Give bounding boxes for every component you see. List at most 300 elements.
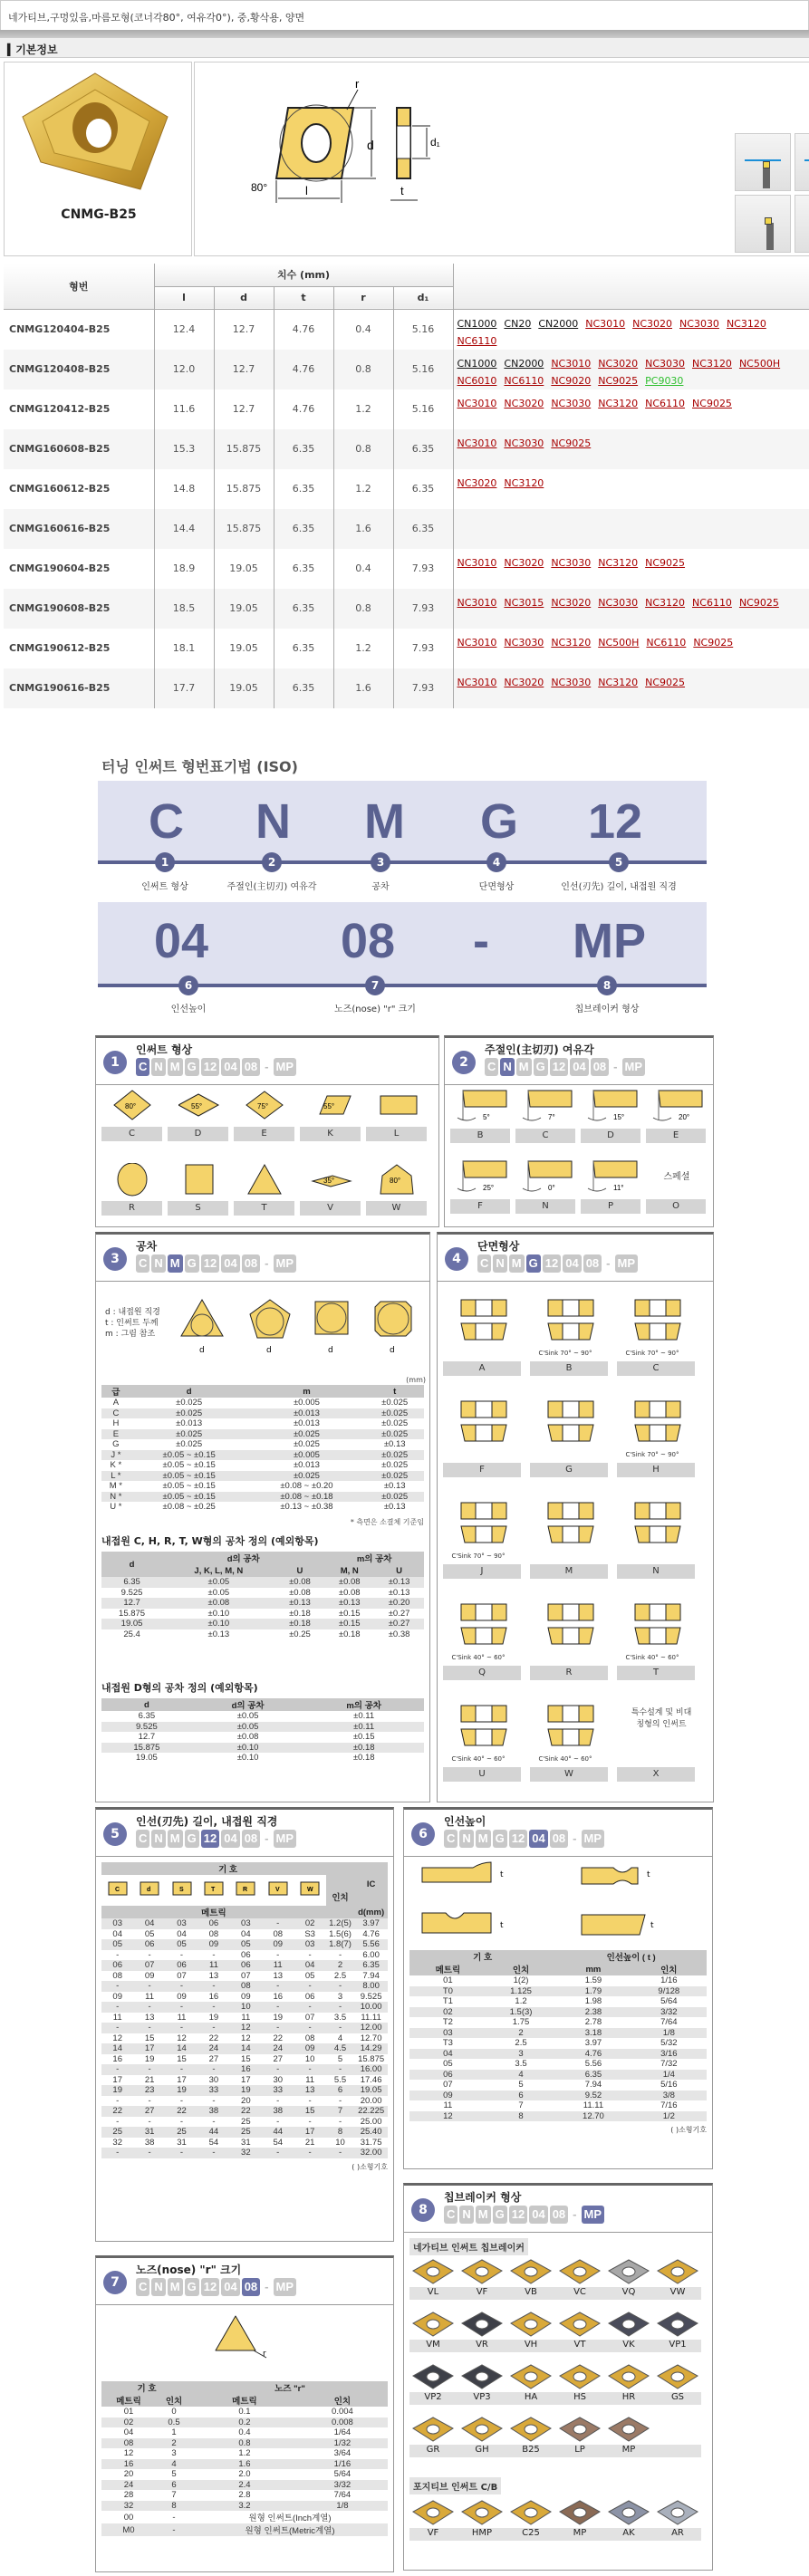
grade-link[interactable]: NC9025	[693, 636, 734, 649]
chipbreaker-vf-icon	[411, 2499, 451, 2526]
iso-step-label: 노즈(nose) "r" 크기	[334, 1004, 416, 1014]
cross-section-w-icon	[538, 1695, 597, 1763]
dim-r: 1.6	[333, 509, 393, 549]
grade-list	[453, 389, 809, 429]
part-number: CNMG190612-B25	[4, 629, 154, 668]
table-cell: -	[133, 2148, 165, 2158]
panel-cross-section	[437, 1232, 714, 1802]
table-row	[101, 2043, 388, 2054]
code-chip: MP	[582, 2206, 605, 2224]
dim-d1: 7.93	[393, 629, 453, 668]
grade-link[interactable]: CN1000	[457, 317, 497, 330]
table-cell: 23	[133, 2085, 165, 2096]
table-row	[4, 429, 809, 469]
code-chip: N	[151, 1830, 165, 1848]
svg-text:t: t	[647, 1870, 650, 1879]
chipbreaker-label: VP2	[424, 2392, 442, 2402]
table-row	[101, 2127, 388, 2138]
dim-t: 6.35	[274, 589, 333, 629]
code-chip: 12	[550, 1058, 568, 1076]
table-cell: -	[197, 2148, 229, 2158]
chipbreaker-label: HMP	[471, 2528, 493, 2538]
grade-link[interactable]: NC3010	[457, 636, 497, 649]
section-code-label: M	[530, 1564, 608, 1579]
grade-link[interactable]: NC9025	[692, 397, 732, 409]
table-cell: 54	[273, 2137, 284, 2148]
dim-l: 18.9	[154, 549, 214, 589]
svg-text:d: d	[390, 1346, 395, 1355]
table-row	[101, 2096, 388, 2107]
table-cell: 원형 인써트(Inch계열)	[248, 2514, 332, 2523]
grade-link[interactable]: NC3010	[551, 357, 592, 370]
dim-l: 18.1	[154, 629, 214, 668]
table-cell: 1/4	[631, 2070, 707, 2081]
table-cell: -	[326, 2002, 354, 2013]
grade-link[interactable]: NC3010	[457, 437, 497, 449]
table-cell: ±0.10	[192, 1753, 304, 1764]
table-cell: ±0.08	[324, 1588, 374, 1599]
panel-title: 노즈(nose) "r" 크기	[136, 2264, 242, 2276]
part-number: CNMG160612-B25	[4, 469, 154, 509]
table-cell: ±0.025	[130, 1429, 248, 1440]
iso-step-label: 주절인(主切刃) 여유각	[226, 882, 317, 892]
table-cell: 1.75	[512, 2017, 530, 2028]
grade-link[interactable]: NC3030	[504, 636, 544, 649]
iso-code-letter: MP	[573, 914, 646, 968]
iso-code-letter: 12	[588, 794, 643, 849]
table-cell: S3	[304, 1928, 315, 1939]
grade-link[interactable]: NC3030	[551, 397, 592, 409]
table-cell: -	[179, 2095, 184, 2106]
section-code-label: J	[443, 1564, 521, 1579]
table-header: m의 공차	[324, 1552, 424, 1564]
table-cell: 4	[156, 2459, 192, 2470]
table-cell: -	[262, 2023, 294, 2033]
iso-step-number: 2	[262, 852, 282, 872]
table-header: 메트릭	[409, 1963, 486, 1975]
table-header: 기 호	[409, 1950, 555, 1963]
table-cell: 06	[166, 1960, 197, 1971]
grade-link[interactable]: NC3030	[679, 317, 719, 330]
table-row	[101, 1619, 424, 1629]
table-cell: 7.94	[362, 1970, 380, 1981]
code-chip: 12	[509, 2206, 527, 2224]
table-cell: 32	[112, 2137, 122, 2148]
panel-clearance-angle	[444, 1035, 714, 1227]
chipbreaker-ha-icon	[509, 2363, 549, 2390]
table-cell: 7/16	[660, 2100, 678, 2111]
svg-text:T: T	[210, 1886, 216, 1893]
grade-link[interactable]: NC3120	[598, 556, 639, 569]
shape-k-icon	[311, 1089, 354, 1126]
svg-text:t: t	[650, 1921, 654, 1930]
table-cell: 20	[123, 2469, 134, 2480]
svg-text:t: t	[500, 1870, 504, 1879]
cross-section-m-icon	[543, 1492, 597, 1552]
subtable-title: 내접원 D형의 공차 정의 (예외항목)	[101, 1682, 258, 1694]
grade-link[interactable]: NC9020	[551, 374, 592, 387]
grade-link[interactable]: NC9025	[598, 374, 639, 387]
table-cell: 15	[294, 2106, 325, 2117]
table-cell: ±0.08 ~ ±0.25	[130, 1502, 248, 1513]
table-cell: 12	[177, 2033, 187, 2043]
table-cell: 3/32	[631, 2007, 707, 2018]
svg-text:r: r	[263, 2350, 266, 2359]
dim-d1: 7.93	[393, 549, 453, 589]
code-chip: -	[613, 1060, 618, 1073]
table-cell: 11.11	[583, 2100, 604, 2111]
grade-link[interactable]: NC3030	[598, 596, 639, 609]
grade-link[interactable]: NC9025	[645, 676, 686, 688]
table-cell: 06	[304, 1991, 315, 2002]
table-cell: ±0.13	[365, 1481, 424, 1492]
table-cell: 2.5	[333, 1970, 347, 1981]
grade-link[interactable]: NC3020	[504, 556, 544, 569]
table-header: U	[275, 1564, 325, 1577]
table-cell: -	[294, 2023, 325, 2033]
table-cell: 7/64	[333, 2490, 352, 2501]
table-cell: ±0.15	[324, 1609, 374, 1620]
table-cell: 19	[144, 2053, 155, 2064]
chipbreaker-label: MP	[621, 2445, 636, 2455]
table-cell: 19.05	[354, 2085, 388, 2096]
shape-icon	[230, 1875, 262, 1906]
iso-title: 터닝 인써트 형번표기법 (ISO)	[101, 758, 298, 775]
table-cell: 16	[208, 1991, 219, 2002]
table-cell: -	[294, 1981, 325, 1992]
code-chip: C	[485, 1058, 498, 1076]
table-cell: 38	[262, 2106, 294, 2117]
table-cell: 19.05	[101, 1753, 192, 1764]
code-chip: G	[534, 1058, 548, 1076]
code-chip: MP	[274, 2278, 297, 2296]
table-cell: 3.5	[333, 2012, 347, 2023]
table-header: 인치	[326, 1875, 354, 1918]
table-cell: 12	[123, 2448, 134, 2459]
grade-link[interactable]: NC6110	[457, 334, 497, 347]
svg-text:5°: 5°	[483, 1113, 490, 1121]
table-cell: -	[338, 2095, 342, 2106]
table-cell: -	[133, 2064, 165, 2075]
grade-link[interactable]: CN2000	[538, 317, 579, 330]
table-cell: 11	[443, 2100, 453, 2111]
table-cell: 3	[486, 2049, 555, 2060]
grade-link[interactable]: NC6110	[692, 596, 732, 609]
thickness-table	[409, 1950, 707, 2121]
clearance-angle-icon	[586, 1159, 640, 1198]
table-cell: -	[166, 2148, 197, 2158]
table-cell: 16	[230, 2064, 262, 2075]
table-header: t	[365, 1385, 424, 1398]
table-cell: ±0.13	[275, 1598, 325, 1609]
table-row	[101, 1398, 424, 1408]
table-cell: 27	[208, 2053, 219, 2064]
iso-step-label: 단면형상	[478, 882, 515, 892]
table-cell: 1.2	[238, 2448, 251, 2459]
table-row	[409, 1986, 707, 1997]
grade-link[interactable]: NC3030	[551, 676, 592, 688]
table-cell: 15.875	[101, 1609, 162, 1620]
cross-section-u-icon	[451, 1695, 510, 1763]
table-row	[101, 1450, 424, 1461]
code-chip: M	[509, 1254, 525, 1273]
table-cell: -	[101, 2023, 133, 2033]
table-header: 메트릭	[192, 2394, 297, 2407]
shape-icon	[101, 1875, 133, 1906]
grade-link[interactable]: NC3120	[645, 596, 686, 609]
countersink-note: C'Sink 40° ~ 60°	[625, 1654, 679, 1661]
table-cell: 원형 인써트(Metric계열)	[192, 2523, 388, 2536]
table-cell: ±0.05 ~ ±0.15	[130, 1460, 248, 1471]
table-cell: -	[294, 2148, 325, 2158]
dim-t: 6.35	[274, 469, 333, 509]
table-row	[101, 2459, 388, 2470]
grade-link[interactable]: CN2000	[504, 357, 544, 370]
grade-link[interactable]: CN20	[504, 317, 532, 330]
table-cell: ±0.08	[275, 1588, 325, 1599]
step-number-1: 1	[103, 1051, 127, 1074]
grade-link[interactable]: NC6010	[457, 374, 497, 387]
application-thumb	[795, 195, 809, 253]
grade-list	[453, 589, 809, 629]
chipbreaker-label: GS	[670, 2392, 685, 2402]
countersink-note: C'Sink 40° ~ 60°	[451, 1654, 506, 1661]
svg-text:l: l	[305, 184, 308, 197]
svg-text:d₁: d₁	[430, 136, 440, 149]
table-row	[101, 2523, 388, 2536]
shape-code-label: W	[366, 1201, 427, 1216]
table-row	[409, 2049, 707, 2060]
grade-link[interactable]: NC6110	[504, 374, 544, 387]
table-cell: ±0.13	[374, 1588, 424, 1599]
table-cell: 4.76	[362, 1928, 380, 1939]
table-cell: 12.7	[101, 1732, 192, 1743]
table-cell: ±0.025	[130, 1398, 248, 1408]
table-cell: K *	[101, 1460, 130, 1471]
step-number-2: 2	[452, 1051, 476, 1074]
dim-l: 11.6	[154, 389, 214, 429]
table-cell: 12	[241, 2033, 251, 2043]
grade-link[interactable]: NC500H	[738, 357, 781, 370]
table-row	[101, 1732, 424, 1743]
table-cell: -	[116, 2095, 120, 2106]
table-cell: ±0.013	[130, 1418, 248, 1429]
code-chip: 04	[221, 1254, 239, 1273]
table-cell: -	[166, 2023, 197, 2033]
table-cell: 3.97	[584, 2038, 602, 2049]
code-chip: 04	[529, 1830, 547, 1848]
table-cell: 02	[409, 2007, 486, 2018]
table-header: 노즈 "r"	[192, 2381, 388, 2394]
iso-step-number: 1	[155, 852, 175, 872]
table-cell: 44	[262, 2127, 294, 2138]
table-cell: 6.35	[101, 1711, 192, 1722]
grade-link[interactable]: NC3020	[457, 476, 497, 489]
table-row	[101, 1492, 424, 1503]
grade-link[interactable]: NC3010	[457, 397, 497, 409]
table-cell: 04	[133, 1918, 165, 1929]
table-cell: 27	[133, 2106, 165, 2117]
grade-link[interactable]: NC9025	[738, 596, 779, 609]
section-code-label: A	[443, 1361, 521, 1376]
legend-item: m : 그림 참조	[105, 1330, 156, 1339]
dim-d: 19.05	[214, 668, 274, 708]
grade-list	[453, 629, 809, 668]
table-cell: 2	[326, 1960, 354, 1971]
cross-section-r-icon	[543, 1593, 597, 1654]
grade-link[interactable]: NC3015	[504, 596, 544, 609]
clearance-angle-icon	[456, 1089, 510, 1128]
table-cell: 31	[177, 2137, 187, 2148]
table-cell: -	[101, 1981, 133, 1992]
shape-w-icon	[377, 1163, 420, 1200]
table-cell: -	[262, 1918, 294, 1929]
table-cell: 33	[197, 2085, 229, 2096]
tolerance-table	[101, 1698, 424, 1764]
table-cell: 11	[262, 1960, 294, 1971]
grade-link[interactable]: NC3010	[457, 676, 497, 688]
grade-link[interactable]: NC3010	[457, 596, 497, 609]
table-cell: 22	[273, 2033, 284, 2043]
code-strip	[444, 2206, 604, 2224]
table-cell: ±0.05	[162, 1577, 274, 1588]
table-cell: ±0.18	[324, 1629, 374, 1640]
grade-link[interactable]: NC3020	[504, 397, 544, 409]
code-chip: 12	[201, 1830, 219, 1848]
code-chip: -	[265, 1256, 269, 1270]
part-number: CNMG160616-B25	[4, 509, 154, 549]
table-cell: -	[262, 2064, 294, 2075]
dim-d1: 6.35	[393, 429, 453, 469]
table-row	[409, 1975, 707, 1986]
shape-icon	[294, 1875, 325, 1906]
grade-link[interactable]: NC3120	[726, 317, 766, 330]
grade-link[interactable]: NC3120	[598, 397, 639, 409]
table-row	[409, 1996, 707, 2007]
grade-link[interactable]: NC6110	[645, 397, 686, 409]
grade-link[interactable]: NC3020	[504, 676, 544, 688]
panel-nose-radius	[95, 2255, 394, 2572]
grade-link[interactable]: NC3120	[504, 476, 544, 489]
col-dims: 치수 (mm)	[154, 264, 453, 286]
chipbreaker-label: GH	[475, 2445, 489, 2455]
positive-insert-title: 포지티브 인써트 C/B	[409, 2477, 501, 2494]
table-row	[101, 1753, 424, 1764]
table-cell: J *	[101, 1450, 130, 1461]
grade-link[interactable]: NC3120	[551, 636, 592, 649]
table-cell: -	[166, 1981, 197, 1992]
table-cell: 0.2	[192, 2417, 297, 2428]
table-row	[101, 2448, 388, 2459]
table-cell: -	[179, 2116, 184, 2127]
table-cell: 0.1	[238, 2407, 251, 2417]
table-cell: ±0.15	[303, 1732, 424, 1743]
table-row	[101, 1939, 388, 1950]
grade-link[interactable]: NC3010	[457, 556, 497, 569]
table-cell: 06	[241, 1949, 251, 1960]
table-cell: 03	[230, 1918, 262, 1929]
code-chip: MP	[615, 1254, 639, 1273]
table-header: mm	[555, 1963, 631, 1975]
table-cell: -	[166, 2002, 197, 2013]
iso-step-number: 7	[365, 976, 385, 995]
svg-text:75°: 75°	[257, 1102, 269, 1110]
grade-link[interactable]: NC3030	[551, 556, 592, 569]
table-cell: 25	[230, 2127, 262, 2138]
grade-link[interactable]: NC3030	[645, 357, 686, 370]
grade-link[interactable]: NC500H	[598, 636, 640, 649]
part-number: CNMG190616-B25	[4, 668, 154, 708]
grade-list	[453, 350, 809, 389]
section-code-label: X	[617, 1767, 695, 1782]
table-cell: ±0.025	[365, 1492, 424, 1503]
code-strip	[136, 1254, 296, 1273]
dim-d1: 6.35	[393, 509, 453, 549]
product-image-box	[4, 62, 192, 256]
cross-section-q-icon	[451, 1593, 510, 1661]
table-row	[409, 2100, 707, 2111]
table-cell: 5/64	[660, 1996, 678, 2007]
table-cell: 6.35	[101, 1577, 162, 1588]
code-chip: MP	[622, 1058, 646, 1076]
table-row	[4, 668, 809, 708]
table-header: 기 호	[101, 2381, 192, 2394]
col-r: r	[333, 286, 393, 309]
step-number-8: 8	[411, 2198, 435, 2222]
table-cell: 1/64	[333, 2427, 352, 2438]
grade-link[interactable]: NC3030	[504, 437, 544, 449]
legend-item: d : 내접원 직경	[105, 1308, 160, 1317]
grade-link[interactable]: NC6110	[646, 636, 687, 649]
table-header: m의 공차	[303, 1698, 424, 1711]
countersink-note: C'Sink 70° ~ 90°	[625, 1451, 679, 1458]
table-cell: ±0.025	[248, 1429, 366, 1440]
angle-code-label: D	[581, 1129, 640, 1143]
table-cell: T0	[409, 1986, 486, 1997]
grade-link[interactable]: NC3020	[632, 317, 673, 330]
dim-d: 12.7	[214, 350, 274, 389]
chipbreaker-label: VB	[525, 2287, 537, 2297]
svg-text:11°: 11°	[613, 1184, 624, 1192]
grade-link[interactable]: NC9025	[645, 556, 686, 569]
grade-link[interactable]: NC3020	[551, 596, 592, 609]
table-row	[101, 1408, 424, 1419]
table-cell: 4	[486, 2070, 555, 2081]
table-cell: 09	[112, 1991, 122, 2002]
table-cell: ±0.08	[162, 1598, 274, 1609]
table-cell: -	[148, 1949, 151, 1960]
grade-link[interactable]: NC3020	[598, 357, 639, 370]
grade-link[interactable]: NC3120	[692, 357, 732, 370]
dim-d: 19.05	[214, 549, 274, 589]
code-chip: M	[476, 1830, 491, 1848]
grade-link[interactable]: NC3010	[585, 317, 626, 330]
table-row	[409, 2070, 707, 2081]
grade-link[interactable]: CN1000	[457, 357, 497, 370]
grade-link[interactable]: NC3120	[598, 676, 639, 688]
table-cell: 25.4	[101, 1629, 162, 1640]
panel-thickness	[403, 1807, 713, 2169]
panel-chipbreaker	[403, 2183, 713, 2571]
table-cell: 8	[326, 2127, 354, 2138]
shape-icon	[197, 1875, 229, 1906]
grade-link[interactable]: PC9030	[645, 374, 684, 387]
table-cell: G	[101, 1439, 130, 1450]
table-cell: 03	[166, 1918, 197, 1929]
grade-link[interactable]: NC9025	[551, 437, 592, 449]
part-number: CNMG120404-B25	[4, 309, 154, 350]
table-row	[409, 2028, 707, 2039]
